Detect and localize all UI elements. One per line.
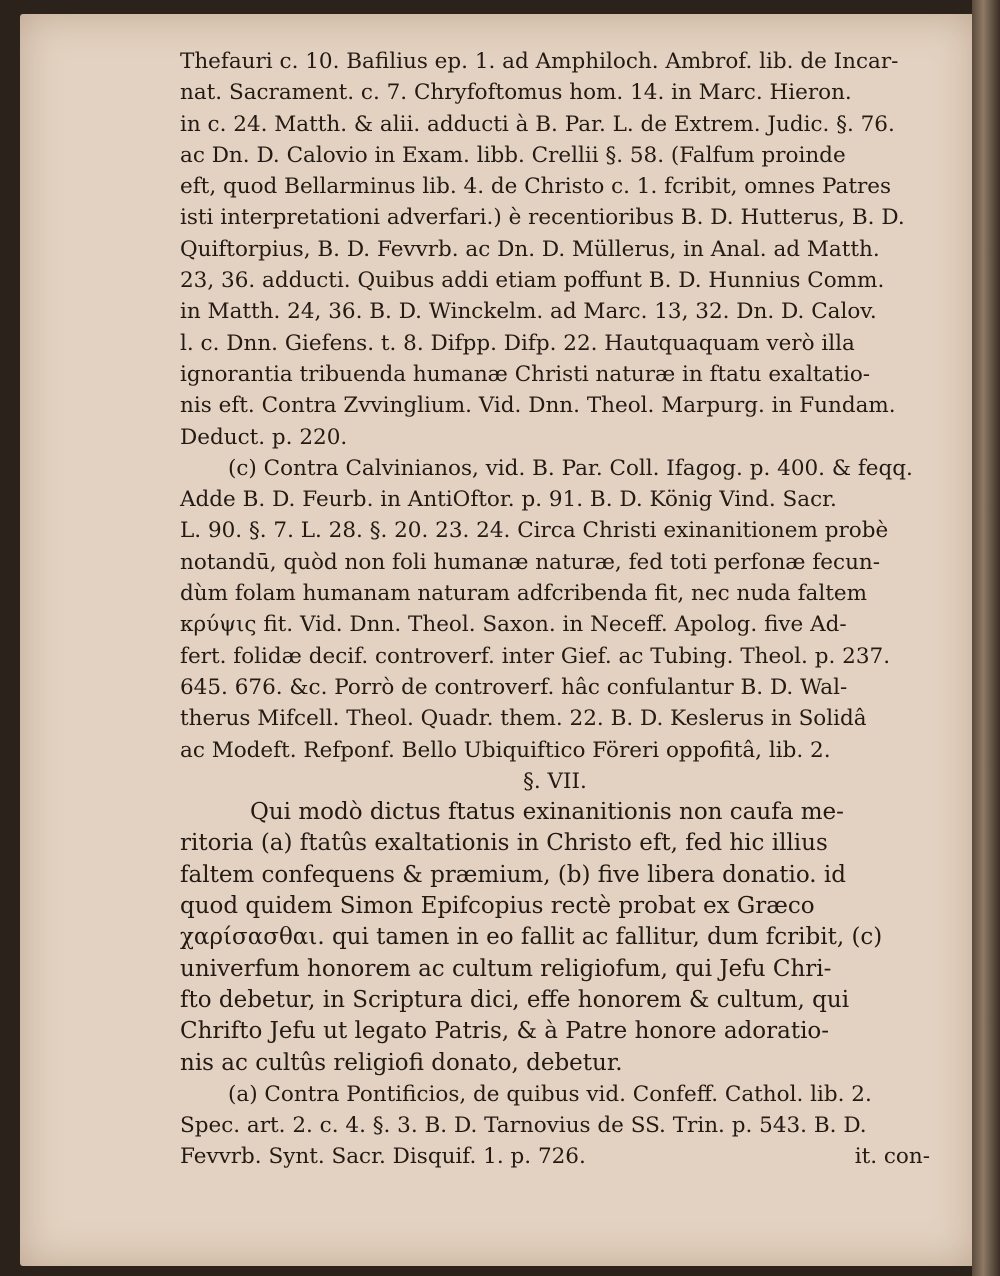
note-line: fert. folidæ decif. controverf. inter Gief. ac Tubing. Theol. p. 237. [180, 643, 891, 669]
page-text [180, 46, 930, 1173]
note-line: (a) Contra Pontificios, de quibus vid. Confeff. Cathol. lib. 2. [228, 1081, 872, 1107]
note-line: isti interpretationi adverfari.) è recentioribus B. D. Hutterus, B. D. [180, 205, 905, 231]
catchword: it. con- [854, 1144, 930, 1170]
notes-a-block [180, 1079, 930, 1173]
note-line: nat. Sacrament. c. 7. Chryfoftomus hom. 14. in Marc. Hieron. [180, 80, 852, 106]
note-line: notandū, quòd non foli humanæ naturæ, fed toti perfonæ fecun- [180, 549, 881, 575]
note-line: L. 90. §. 7. L. 28. §. 20. 23. 24. Circa Christi exinanitionem probè [180, 518, 889, 544]
note-line: Quiftorpius, B. D. Fevvrb. ac Dn. D. Müllerus, in Anal. ad Matth. [180, 236, 880, 262]
main-text-block [180, 797, 930, 1079]
note-line: in Matth. 24, 36. B. D. Winckelm. ad Marc. 13, 32. Dn. D. Calov. [180, 299, 877, 325]
note-line: eft, quod Bellarminus lib. 4. de Christo c. 1. fcribit, omnes Patres [180, 174, 892, 200]
note-line: therus Mifcell. Theol. Quadr. them. 22. B. D. Keslerus in Solidâ [180, 706, 867, 732]
body-line: faltem confequens & præmium, (b) five libera donatio. id [180, 861, 846, 888]
body-line: fto debetur, in Scriptura dici, effe honorem & cultum, qui [180, 986, 850, 1013]
note-line: l. c. Dnn. Giefens. t. 8. Difpp. Difp. 22. Hautquaquam verò illa [180, 330, 855, 356]
body-line: χαρίσασθαι. qui tamen in eo fallit ac fallitur, dum fcribit, (c) [180, 924, 883, 951]
note-line-text: Fevvrb. Synt. Sacr. Disquif. 1. p. 726. [180, 1144, 586, 1170]
body-line: Chrifto Jefu ut legato Patris, & à Patre honore adoratio- [180, 1018, 830, 1045]
note-line: Spec. art. 2. c. 4. §. 3. B. D. Tarnovius de SS. Trin. p. 543. B. D. [180, 1113, 867, 1139]
note-line: ignorantia tribuenda humanæ Christi naturæ in ftatu exaltatio- [180, 361, 871, 387]
note-line-last [180, 1141, 930, 1172]
section-heading: §. VII. [523, 768, 587, 794]
note-line: 23, 36. adducti. Quibus addi etiam poffunt B. D. Hunnius Comm. [180, 268, 885, 294]
page-edge [972, 0, 1000, 1276]
note-line: Thefauri c. 10. Bafilius ep. 1. ad Amphiloch. Ambrof. lib. de Incar- [180, 49, 899, 74]
body-line: Qui modò dictus ftatus exinanitionis non caufa me- [250, 799, 844, 826]
note-line: κρύψις fit. Vid. Dnn. Theol. Saxon. in Neceff. Apolog. five Ad- [180, 612, 847, 638]
body-line: ritoria (a) ftatûs exaltationis in Christo eft, fed hic illius [180, 830, 828, 857]
note-line: Deduct. p. 220. [180, 424, 348, 450]
note-line: ac Dn. D. Calovio in Exam. libb. Crellii §. 58. (Falfum proinde [180, 142, 846, 168]
notes-c-block [180, 453, 930, 766]
body-line: univerfum honorem ac cultum religiofum, qui Jefu Chri- [180, 955, 832, 982]
note-line: nis eft. Contra Zvvinglium. Vid. Dnn. Theol. Marpurg. in Fundam. [180, 393, 896, 419]
note-line: 645. 676. &c. Porrò de controverf. hâc confulantur B. D. Wal- [180, 674, 848, 700]
note-line: ac Modeft. Refponf. Bello Ubiquiftico Föreri oppofitâ, lib. 2. [180, 737, 831, 763]
note-line: in c. 24. Matth. & alii. adducti à B. Par. L. de Extrem. Judic. §. 76. [180, 111, 895, 137]
note-line: Adde B. D. Feurb. in AntiOftor. p. 91. B. D. König Vind. Sacr. [180, 487, 837, 513]
body-line: quod quidem Simon Epifcopius rectè probat ex Græco [180, 893, 815, 920]
body-line: nis ac cultûs religiofi donato, debetur. [180, 1049, 623, 1076]
note-line: dùm folam humanam naturam adfcribenda fit, nec nuda faltem [180, 581, 867, 607]
notes-top-block [180, 46, 930, 453]
note-line: (c) Contra Calvinianos, vid. B. Par. Coll. Ifagog. p. 400. & feqq. [228, 455, 913, 481]
